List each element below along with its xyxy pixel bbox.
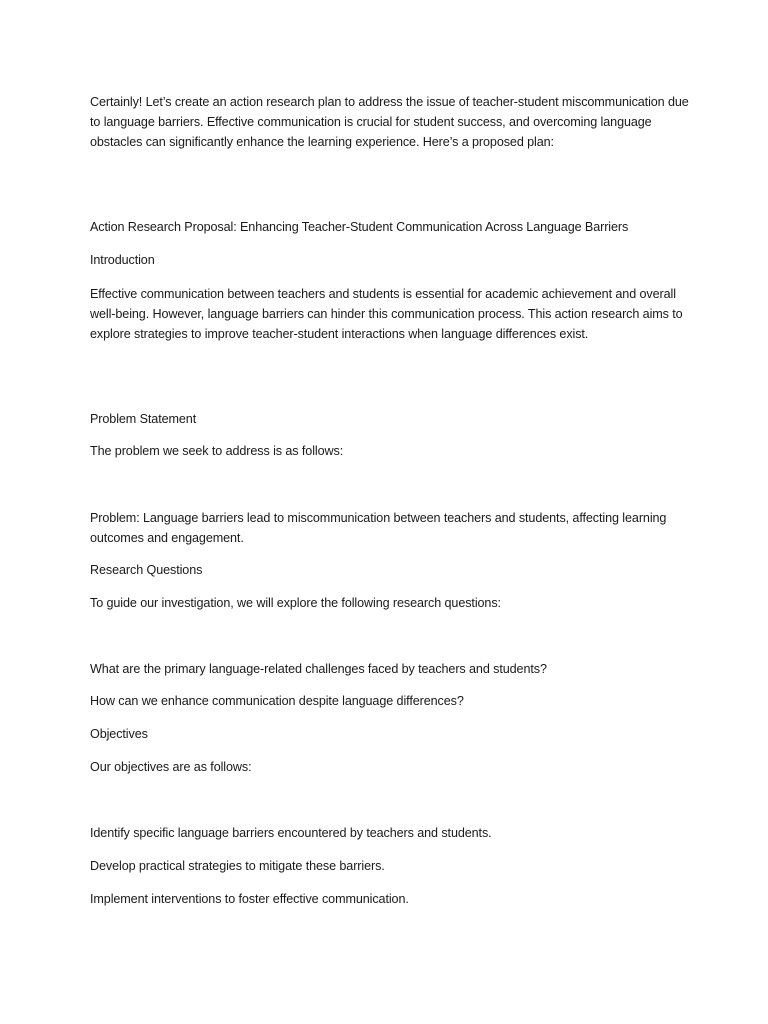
research-questions-lead: To guide our investigation, we will explore the following research questions:	[90, 596, 501, 610]
intro-paragraph: Certainly! Let’s create an action research plan to address the issue of teacher-student miscommunication due to language barriers. Effective communication is crucial for student success, and overcoming language obstacles can significantly enhance the learning experience. Here’s a proposed plan:	[90, 95, 689, 149]
research-question-item: What are the primary language-related challenges faced by teachers and students?	[90, 662, 547, 676]
objective-item: Implement interventions to foster effective communication.	[90, 892, 409, 906]
introduction-paragraph: Effective communication between teachers and students is essential for academic achievement and overall well-being. However, language barriers can hinder this communication process. This action research aims to explore strategies to improve teacher-student interactions when language differences exist.	[90, 287, 683, 341]
objectives-heading: Objectives	[90, 727, 148, 741]
problem-statement-lead: The problem we seek to address is as follows:	[90, 444, 344, 458]
problem-paragraph: Problem: Language barriers lead to miscommunication between teachers and students, affecting learning outcomes and engagement.	[90, 511, 667, 545]
introduction-heading: Introduction	[90, 253, 155, 267]
objective-item: Develop practical strategies to mitigate these barriers.	[90, 859, 385, 873]
proposal-title: Action Research Proposal: Enhancing Teacher-Student Communication Across Language Barriers	[90, 220, 629, 234]
research-question-item: How can we enhance communication despite language differences?	[90, 694, 464, 708]
objective-item: Identify specific language barriers encountered by teachers and students.	[90, 826, 492, 840]
objectives-lead: Our objectives are as follows:	[90, 760, 252, 774]
research-questions-heading: Research Questions	[90, 563, 203, 577]
problem-statement-heading: Problem Statement	[90, 412, 197, 426]
